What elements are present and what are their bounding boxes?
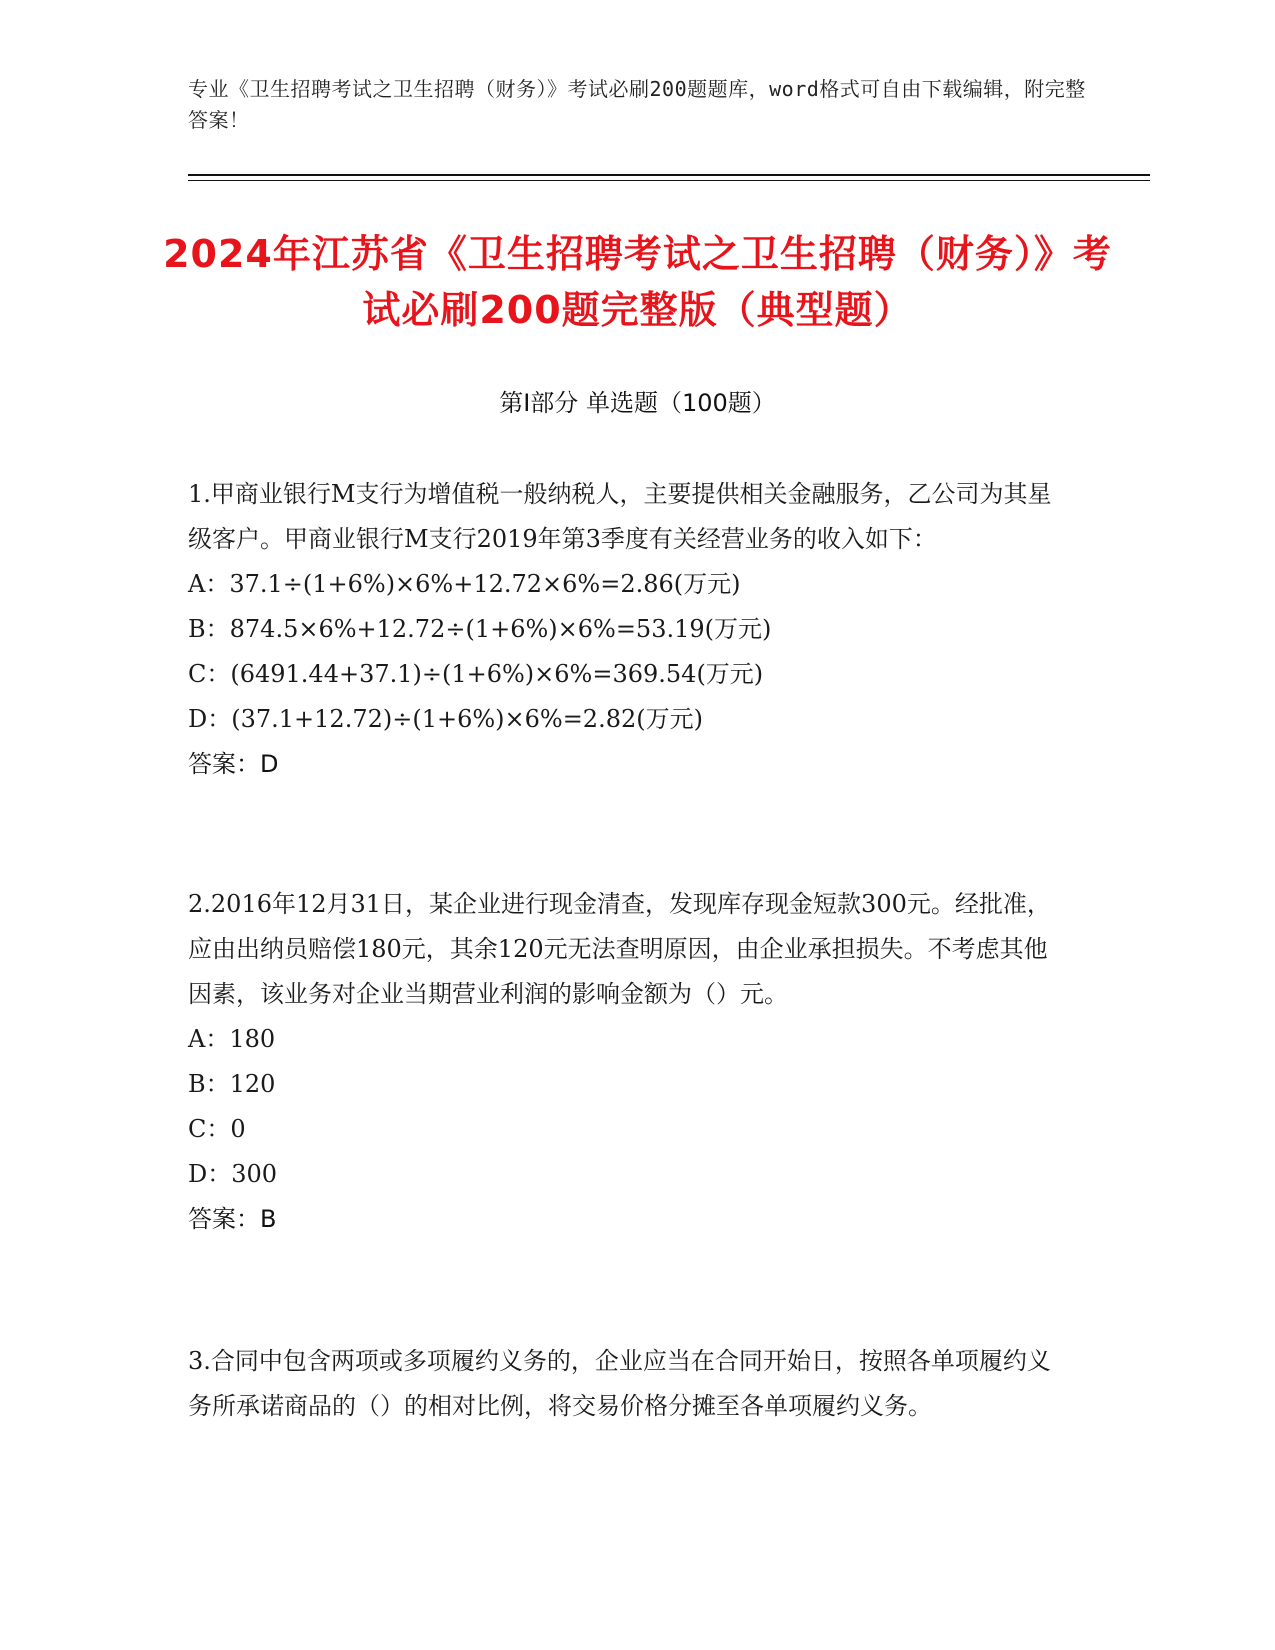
option-d: D：300 [188,1160,278,1188]
option-c: C：(6491.44+37.1)÷(1+6%)×6%=369.54(万元) [188,660,764,688]
question-2 [188,882,1063,1242]
question-3 [188,1339,1063,1429]
question-stem: 3.合同中包含两项或多项履约义务的，企业应当在合同开始日，按照各单项履约义务所承诺商品的（）的相对比例，将交易价格分摊至各单项履约义务。 [188,1347,1051,1420]
option-a: A：37.1÷(1+6%)×6%+12.72×6%=2.86(万元) [188,570,741,598]
option-d: D：(37.1+12.72)÷(1+6%)×6%=2.82(万元) [188,705,703,733]
header-divider-thin [188,180,1150,181]
option-b: B：874.5×6%+12.72÷(1+6%)×6%=53.19(万元) [188,615,772,643]
answer: 答案：D [188,750,279,778]
section-heading: 第Ⅰ部分 单选题（100题） [499,389,776,417]
question-stem: 2.2016年12月31日，某企业进行现金清查，发现库存现金短款300元。经批准，应由出纳员赔偿180元，其余120元无法查明原因，由企业承担损失。不考虑其他因素，该业务对企业当期营业利润的影响金额为（）元。 [188,890,1051,1008]
document-title: 2024年江苏省《卫生招聘考试之卫生招聘（财务）》考试必刷200题完整版（典型题） [163,232,1112,332]
option-a: A：180 [188,1025,276,1053]
question-stem: 1.甲商业银行M支行为增值税一般纳税人，主要提供相关金融服务，乙公司为其星级客户。甲商业银行M支行2019年第3季度有关经营业务的收入如下： [188,480,1052,553]
option-c: C：0 [188,1115,246,1143]
option-b: B：120 [188,1070,276,1098]
question-1 [188,472,1063,787]
header-note: 专业《卫生招聘考试之卫生招聘（财务）》考试必刷200题题库，word格式可自由下载编辑，附完整答案！ [188,77,1086,132]
answer: 答案：B [188,1205,277,1233]
header-divider-thick [188,174,1150,176]
